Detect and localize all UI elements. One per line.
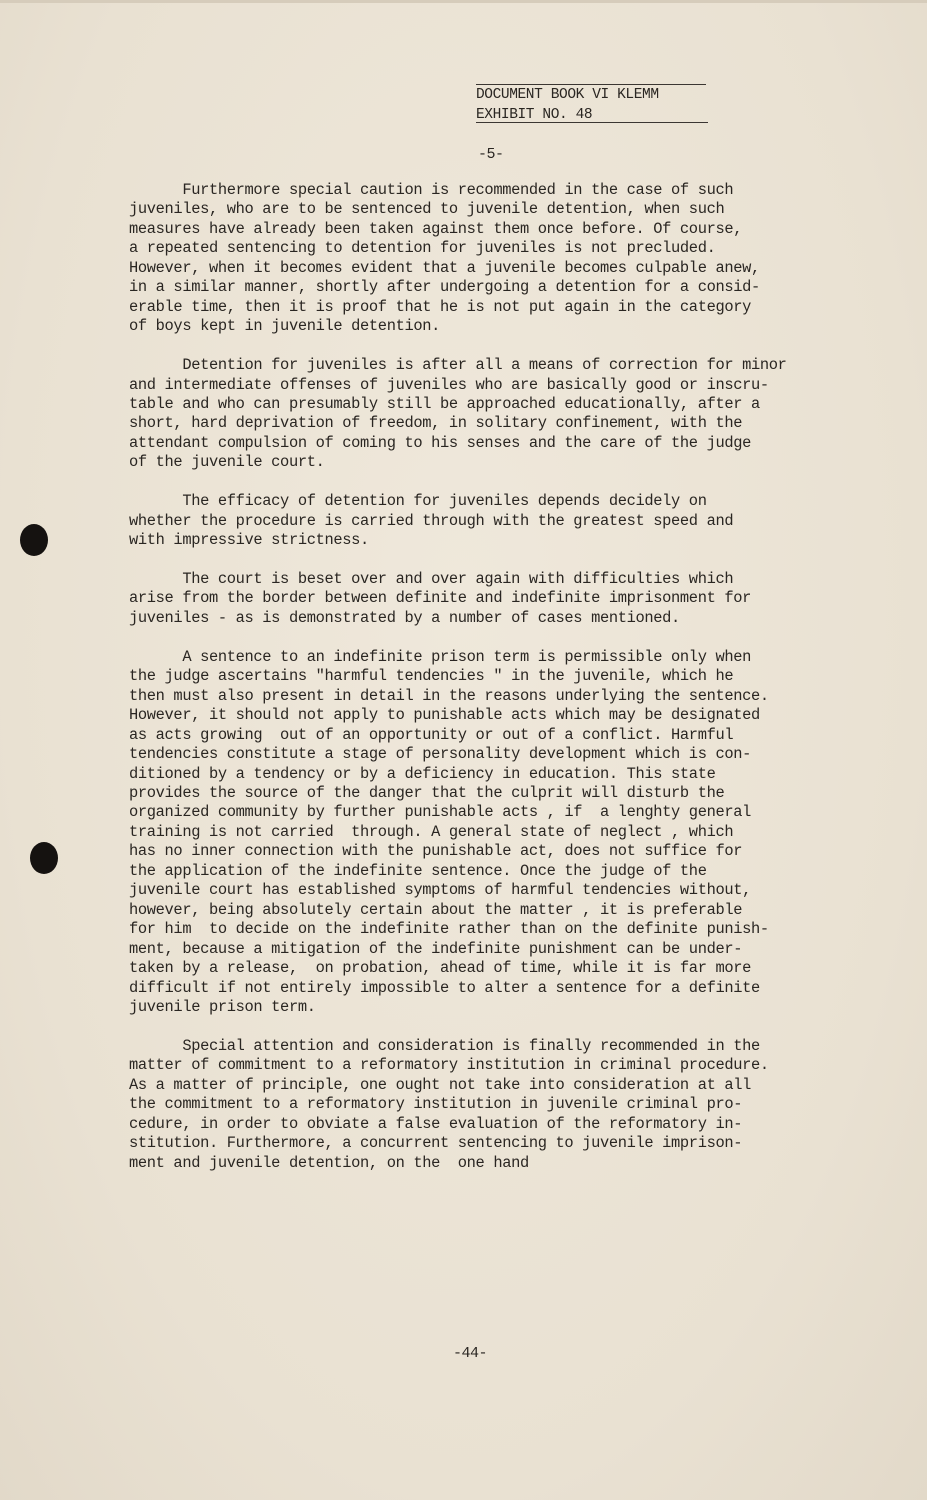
text-line: Furthermore special caution is recommended in the case of such: [129, 181, 734, 199]
text-line: juveniles - as is demonstrated by a number of cases mentioned.: [129, 608, 680, 627]
text-line: A sentence to an indefinite prison term is permissible only when: [129, 647, 752, 666]
text-line: erable time, then it is proof that he is not put again in the category: [129, 297, 752, 316]
text-line: attendant compulsion of coming to his senses and the care of the judge: [129, 433, 752, 452]
text-line: of boys kept in juvenile detention.: [129, 317, 441, 336]
text-line: however, being absolutely certain about the matter , it is preferable: [129, 900, 743, 919]
text-line: then must also present in detail in the reasons underlying the sentence.: [129, 686, 769, 705]
punch-hole-icon: [30, 842, 58, 874]
text-line: difficult if not entirely impossible to alter a sentence for a definite: [129, 978, 760, 997]
text-line: juvenile prison term.: [129, 997, 316, 1016]
paragraph: [129, 356, 839, 473]
text-line: ment and juvenile detention, on the one hand: [129, 1153, 529, 1172]
text-line: with impressive strictness.: [129, 531, 369, 550]
text-line: the application of the indefinite sentence. Once the judge of the: [129, 861, 707, 880]
text-line: organized community by further punishable acts , if a lenghty general: [129, 803, 752, 822]
text-line: The efficacy of detention for juveniles depends decidely on: [129, 492, 707, 511]
document-book-label: DOCUMENT BOOK VI KLEMM: [476, 87, 659, 103]
page-top-edge: [0, 0, 927, 3]
text-line: cedure, in order to obviate a false evaluation of the reformatory in-: [129, 1114, 743, 1133]
text-line: short, hard deprivation of freedom, in solitary confinement, with the: [129, 414, 743, 433]
text-line: has no inner connection with the punishable act, does not suffice for: [129, 842, 743, 861]
text-line: arise from the border between definite and indefinite imprisonment for: [129, 589, 752, 608]
text-line: Special attention and consideration is finally recommended in the: [129, 1036, 760, 1055]
text-line: Detention for juveniles is after all a means of correction for minor: [129, 356, 787, 375]
exhibit-number-label: EXHIBIT NO. 48: [476, 106, 593, 123]
text-line: provides the source of the danger that the culprit will disturb the: [129, 783, 725, 802]
text-line: ment, because a mitigation of the indefinite punishment can be under-: [129, 939, 743, 958]
paragraph: [129, 181, 839, 337]
paragraph: [129, 570, 839, 628]
text-line: measures have already been taken against them once before. Of course,: [129, 219, 743, 238]
text-line: juvenile court has established symptoms of harmful tendencies without,: [129, 881, 752, 900]
document-header: [476, 82, 711, 125]
document-body: [129, 181, 839, 1192]
text-line: The court is beset over and over again with difficulties which: [129, 570, 734, 589]
footer-page-number: -44-: [453, 1345, 488, 1362]
text-line: tendencies constitute a stage of personality development which is con-: [129, 745, 752, 764]
text-line: for him to decide on the indefinite rather than on the definite punish-: [129, 920, 769, 939]
paragraph: [129, 1037, 839, 1173]
punch-hole-icon: [20, 524, 48, 556]
text-line: whether the procedure is carried through with the greatest speed and: [129, 511, 734, 530]
paragraph: [129, 648, 839, 1018]
text-line: However, it should not apply to punishable acts which may be designated: [129, 706, 760, 725]
header-rule-bottom: [476, 122, 708, 123]
text-line: stitution. Furthermore, a concurrent sentencing to juvenile imprison-: [129, 1134, 743, 1153]
text-line: ditioned by a tendency or by a deficiency in education. This state: [129, 764, 716, 783]
text-line: a repeated sentencing to detention for juveniles is not precluded.: [129, 239, 716, 258]
page-marker: -5-: [478, 146, 504, 163]
text-line: the judge ascertains "harmful tendencies " in the juvenile, which he: [129, 667, 734, 686]
text-line: taken by a release, on probation, ahead of time, while it is far more: [129, 959, 752, 978]
text-line: table and who can presumably still be approached educationally, after a: [129, 394, 760, 413]
text-line: matter of commitment to a reformatory institution in criminal procedure.: [129, 1056, 769, 1075]
text-line: the commitment to a reformatory institution in juvenile criminal pro-: [129, 1095, 743, 1114]
paragraph: [129, 492, 839, 550]
text-line: in a similar manner, shortly after undergoing a detention for a consid-: [129, 278, 760, 297]
text-line: training is not carried through. A general state of neglect , which: [129, 822, 734, 841]
text-line: and intermediate offenses of juveniles who are basically good or inscru-: [129, 375, 769, 394]
text-line: juveniles, who are to be sentenced to juvenile detention, when such: [129, 200, 725, 219]
text-line: of the juvenile court.: [129, 453, 325, 472]
text-line: as acts growing out of an opportunity or out of a conflict. Harmful: [129, 725, 734, 744]
text-line: As a matter of principle, one ought not take into consideration at all: [129, 1075, 752, 1094]
text-line: However, when it becomes evident that a juvenile becomes culpable anew,: [129, 258, 760, 277]
